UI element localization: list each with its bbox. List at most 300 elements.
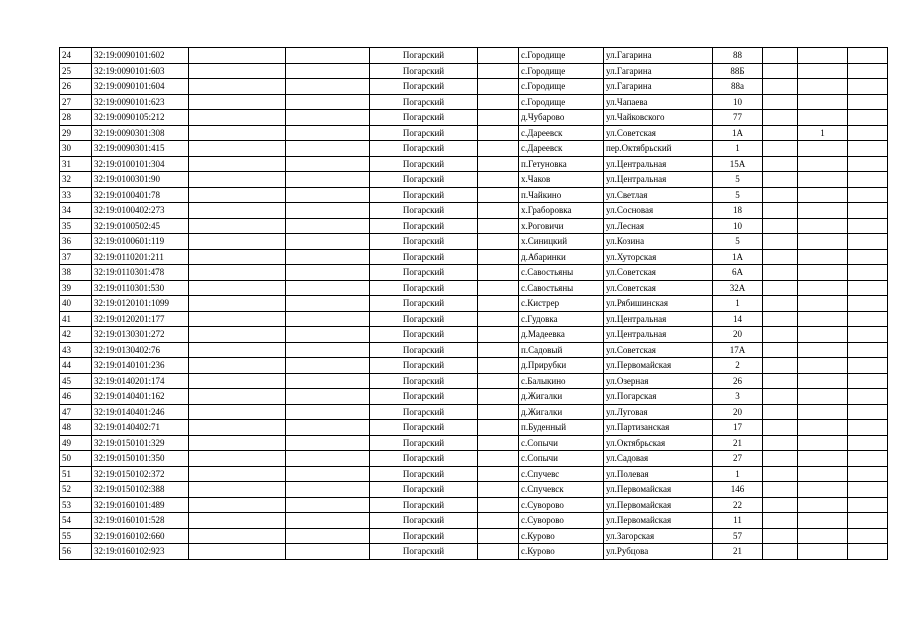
empty-cell xyxy=(286,389,370,405)
row-number-cell: 35 xyxy=(60,218,92,234)
street-cell: ул.Первомайская xyxy=(604,482,713,498)
row-number-cell: 53 xyxy=(60,497,92,513)
locality-cell: с.Гудовка xyxy=(519,311,604,327)
house-number-cell: 1А xyxy=(713,249,763,265)
empty-cell xyxy=(848,373,888,389)
empty-cell xyxy=(763,420,798,436)
empty-cell xyxy=(848,203,888,219)
house-number-cell: 14 xyxy=(713,311,763,327)
empty-cell xyxy=(286,404,370,420)
table-row xyxy=(60,311,888,327)
table-row xyxy=(60,265,888,281)
locality-cell: с.Курово xyxy=(519,544,604,560)
locality-cell: с.Городище xyxy=(519,94,604,110)
street-cell: ул.Октябрьская xyxy=(604,435,713,451)
street-cell: ул.Лесная xyxy=(604,218,713,234)
cadastral-number-cell: 32:19:0110301:530 xyxy=(92,280,189,296)
empty-cell xyxy=(478,203,519,219)
empty-cell xyxy=(848,63,888,79)
count-cell xyxy=(798,327,848,343)
empty-cell xyxy=(763,451,798,467)
count-cell xyxy=(798,156,848,172)
street-cell: ул.Первомайская xyxy=(604,497,713,513)
house-number-cell: 21 xyxy=(713,544,763,560)
locality-cell: с.Городище xyxy=(519,48,604,64)
table-row xyxy=(60,528,888,544)
empty-cell xyxy=(848,435,888,451)
house-number-cell: 146 xyxy=(713,482,763,498)
street-cell: ул.Первомайская xyxy=(604,513,713,529)
locality-cell: п.Чайкино xyxy=(519,187,604,203)
empty-cell xyxy=(286,435,370,451)
empty-cell xyxy=(189,513,286,529)
empty-cell xyxy=(848,94,888,110)
empty-cell xyxy=(478,327,519,343)
table-row xyxy=(60,203,888,219)
district-cell: Погарский xyxy=(370,249,478,265)
locality-cell: с.Кистрер xyxy=(519,296,604,312)
empty-cell xyxy=(286,110,370,126)
house-number-cell: 18 xyxy=(713,203,763,219)
row-number-cell: 55 xyxy=(60,528,92,544)
empty-cell xyxy=(763,358,798,374)
row-number-cell: 54 xyxy=(60,513,92,529)
locality-cell: с.Савостьяны xyxy=(519,280,604,296)
empty-cell xyxy=(478,296,519,312)
locality-cell: с.Сопычи xyxy=(519,451,604,467)
house-number-cell: 15А xyxy=(713,156,763,172)
row-number-cell: 29 xyxy=(60,125,92,141)
empty-cell xyxy=(286,296,370,312)
empty-cell xyxy=(478,497,519,513)
district-cell: Погарский xyxy=(370,172,478,188)
empty-cell xyxy=(763,404,798,420)
empty-cell xyxy=(189,528,286,544)
empty-cell xyxy=(189,187,286,203)
empty-cell xyxy=(763,203,798,219)
empty-cell xyxy=(189,420,286,436)
locality-cell: д.Жигалки xyxy=(519,389,604,405)
district-cell: Погарский xyxy=(370,125,478,141)
district-cell: Погарский xyxy=(370,544,478,560)
empty-cell xyxy=(848,296,888,312)
empty-cell xyxy=(189,172,286,188)
locality-cell: п.Буденный xyxy=(519,420,604,436)
district-cell: Погарский xyxy=(370,280,478,296)
empty-cell xyxy=(848,79,888,95)
empty-cell xyxy=(286,311,370,327)
district-cell: Погарский xyxy=(370,63,478,79)
district-cell: Погарский xyxy=(370,156,478,172)
empty-cell xyxy=(848,218,888,234)
cadastral-number-cell: 32:19:0090101:603 xyxy=(92,63,189,79)
empty-cell xyxy=(848,404,888,420)
cadastral-number-cell: 32:19:0100101:304 xyxy=(92,156,189,172)
house-number-cell: 10 xyxy=(713,94,763,110)
locality-cell: х.Чаков xyxy=(519,172,604,188)
count-cell xyxy=(798,280,848,296)
table-row xyxy=(60,420,888,436)
district-cell: Погарский xyxy=(370,203,478,219)
empty-cell xyxy=(286,466,370,482)
empty-cell xyxy=(763,466,798,482)
empty-cell xyxy=(286,358,370,374)
cadastral-number-cell: 32:19:0120101:1099 xyxy=(92,296,189,312)
row-number-cell: 39 xyxy=(60,280,92,296)
empty-cell xyxy=(478,528,519,544)
district-cell: Погарский xyxy=(370,482,478,498)
empty-cell xyxy=(478,265,519,281)
empty-cell xyxy=(478,358,519,374)
row-number-cell: 42 xyxy=(60,327,92,343)
cadastral-number-cell: 32:19:0110301:478 xyxy=(92,265,189,281)
locality-cell: д.Прирубки xyxy=(519,358,604,374)
row-number-cell: 40 xyxy=(60,296,92,312)
empty-cell xyxy=(286,327,370,343)
empty-cell xyxy=(286,420,370,436)
empty-cell xyxy=(848,156,888,172)
empty-cell xyxy=(763,528,798,544)
locality-cell: с.Суворово xyxy=(519,497,604,513)
district-cell: Погарский xyxy=(370,358,478,374)
cadastral-number-cell: 32:19:0110201:211 xyxy=(92,249,189,265)
empty-cell xyxy=(286,497,370,513)
cadastral-number-cell: 32:19:0100402:273 xyxy=(92,203,189,219)
locality-cell: с.Спучевск xyxy=(519,482,604,498)
table-row xyxy=(60,63,888,79)
empty-cell xyxy=(763,373,798,389)
empty-cell xyxy=(763,125,798,141)
street-cell: ул.Советская xyxy=(604,125,713,141)
cadastral-number-cell: 32:19:0140101:236 xyxy=(92,358,189,374)
table-row xyxy=(60,544,888,560)
empty-cell xyxy=(189,63,286,79)
empty-cell xyxy=(286,156,370,172)
table-row xyxy=(60,280,888,296)
empty-cell xyxy=(478,482,519,498)
table-row xyxy=(60,451,888,467)
cadastral-number-cell: 32:19:0100301:90 xyxy=(92,172,189,188)
count-cell xyxy=(798,451,848,467)
count-cell xyxy=(798,141,848,157)
empty-cell xyxy=(189,280,286,296)
locality-cell: п.Гетуновка xyxy=(519,156,604,172)
district-cell: Погарский xyxy=(370,187,478,203)
empty-cell xyxy=(478,342,519,358)
cadastral-number-cell: 32:19:0100601:119 xyxy=(92,234,189,250)
cadastral-number-cell: 32:19:0150102:372 xyxy=(92,466,189,482)
empty-cell xyxy=(478,311,519,327)
count-cell xyxy=(798,389,848,405)
house-number-cell: 1А xyxy=(713,125,763,141)
house-number-cell: 17А xyxy=(713,342,763,358)
locality-cell: д.Абаринки xyxy=(519,249,604,265)
empty-cell xyxy=(286,373,370,389)
street-cell: ул.Центральная xyxy=(604,311,713,327)
cadastral-number-cell: 32:19:0090105:212 xyxy=(92,110,189,126)
cadastral-number-cell: 32:19:0150102:388 xyxy=(92,482,189,498)
cadastral-number-cell: 32:19:0150101:350 xyxy=(92,451,189,467)
street-cell: ул.Центральная xyxy=(604,156,713,172)
empty-cell xyxy=(189,265,286,281)
empty-cell xyxy=(848,528,888,544)
locality-cell: с.Сопычи xyxy=(519,435,604,451)
empty-cell xyxy=(189,342,286,358)
empty-cell xyxy=(286,280,370,296)
table-row xyxy=(60,94,888,110)
house-number-cell: 32А xyxy=(713,280,763,296)
house-number-cell: 6А xyxy=(713,265,763,281)
house-number-cell: 5 xyxy=(713,234,763,250)
empty-cell xyxy=(763,234,798,250)
cadastral-number-cell: 32:19:0150101:329 xyxy=(92,435,189,451)
street-cell: ул.Гагарина xyxy=(604,63,713,79)
district-cell: Погарский xyxy=(370,234,478,250)
table-row xyxy=(60,141,888,157)
empty-cell xyxy=(763,218,798,234)
row-number-cell: 27 xyxy=(60,94,92,110)
locality-cell: с.Спучевс xyxy=(519,466,604,482)
empty-cell xyxy=(478,141,519,157)
street-cell: ул.Советская xyxy=(604,280,713,296)
district-cell: Погарский xyxy=(370,389,478,405)
house-number-cell: 5 xyxy=(713,187,763,203)
locality-cell: с.Дареевск xyxy=(519,141,604,157)
district-cell: Погарский xyxy=(370,327,478,343)
empty-cell xyxy=(478,389,519,405)
empty-cell xyxy=(763,435,798,451)
empty-cell xyxy=(848,249,888,265)
count-cell xyxy=(798,218,848,234)
empty-cell xyxy=(848,265,888,281)
row-number-cell: 30 xyxy=(60,141,92,157)
empty-cell xyxy=(763,48,798,64)
row-number-cell: 38 xyxy=(60,265,92,281)
street-cell: ул.Гагарина xyxy=(604,79,713,95)
district-cell: Погарский xyxy=(370,435,478,451)
street-cell: ул.Хуторская xyxy=(604,249,713,265)
empty-cell xyxy=(189,249,286,265)
street-cell: ул.Гагарина xyxy=(604,48,713,64)
district-cell: Погарский xyxy=(370,265,478,281)
empty-cell xyxy=(286,94,370,110)
empty-cell xyxy=(848,311,888,327)
street-cell: ул.Партизанская xyxy=(604,420,713,436)
empty-cell xyxy=(848,389,888,405)
empty-cell xyxy=(478,125,519,141)
street-cell: пер.Октябрьский xyxy=(604,141,713,157)
table-row xyxy=(60,48,888,64)
cadastral-number-cell: 32:19:0160101:489 xyxy=(92,497,189,513)
empty-cell xyxy=(478,172,519,188)
street-cell: ул.Козина xyxy=(604,234,713,250)
empty-cell xyxy=(848,172,888,188)
district-cell: Погарский xyxy=(370,513,478,529)
empty-cell xyxy=(478,63,519,79)
count-cell xyxy=(798,482,848,498)
locality-cell: д.Чубарово xyxy=(519,110,604,126)
empty-cell xyxy=(848,125,888,141)
empty-cell xyxy=(189,203,286,219)
cadastral-number-cell: 32:19:0090301:415 xyxy=(92,141,189,157)
count-cell: 1 xyxy=(798,125,848,141)
house-number-cell: 88Б xyxy=(713,63,763,79)
empty-cell xyxy=(286,218,370,234)
empty-cell xyxy=(189,141,286,157)
street-cell: ул.Советская xyxy=(604,265,713,281)
district-cell: Погарский xyxy=(370,420,478,436)
locality-cell: с.Городище xyxy=(519,79,604,95)
empty-cell xyxy=(848,48,888,64)
row-number-cell: 26 xyxy=(60,79,92,95)
empty-cell xyxy=(478,234,519,250)
row-number-cell: 49 xyxy=(60,435,92,451)
table-row xyxy=(60,358,888,374)
empty-cell xyxy=(763,342,798,358)
empty-cell xyxy=(189,234,286,250)
empty-cell xyxy=(848,513,888,529)
empty-cell xyxy=(478,420,519,436)
empty-cell xyxy=(286,79,370,95)
row-number-cell: 32 xyxy=(60,172,92,188)
cadastral-number-cell: 32:19:0130301:272 xyxy=(92,327,189,343)
street-cell: ул.Погарская xyxy=(604,389,713,405)
house-number-cell: 26 xyxy=(713,373,763,389)
empty-cell xyxy=(848,544,888,560)
empty-cell xyxy=(286,63,370,79)
district-cell: Погарский xyxy=(370,497,478,513)
locality-cell: с.Курово xyxy=(519,528,604,544)
empty-cell xyxy=(286,513,370,529)
locality-cell: х.Роговичи xyxy=(519,218,604,234)
district-cell: Погарский xyxy=(370,110,478,126)
row-number-cell: 44 xyxy=(60,358,92,374)
count-cell xyxy=(798,311,848,327)
street-cell: ул.Садовая xyxy=(604,451,713,467)
locality-cell: с.Суворово xyxy=(519,513,604,529)
empty-cell xyxy=(763,296,798,312)
empty-cell xyxy=(478,218,519,234)
empty-cell xyxy=(286,544,370,560)
house-number-cell: 20 xyxy=(713,404,763,420)
house-number-cell: 22 xyxy=(713,497,763,513)
district-cell: Погарский xyxy=(370,342,478,358)
empty-cell xyxy=(189,358,286,374)
locality-cell: с.Балыкино xyxy=(519,373,604,389)
street-cell: ул.Луговая xyxy=(604,404,713,420)
district-cell: Погарский xyxy=(370,48,478,64)
street-cell: ул.Чайковского xyxy=(604,110,713,126)
house-number-cell: 1 xyxy=(713,141,763,157)
empty-cell xyxy=(478,110,519,126)
cadastral-number-cell: 32:19:0090101:623 xyxy=(92,94,189,110)
street-cell: ул.Светлая xyxy=(604,187,713,203)
locality-cell: п.Садовый xyxy=(519,342,604,358)
cadastral-number-cell: 32:19:0090301:308 xyxy=(92,125,189,141)
table-row xyxy=(60,497,888,513)
cadastral-number-cell: 32:19:0090101:604 xyxy=(92,79,189,95)
district-cell: Погарский xyxy=(370,373,478,389)
cadastral-number-cell: 32:19:0120201:177 xyxy=(92,311,189,327)
empty-cell xyxy=(478,466,519,482)
count-cell xyxy=(798,544,848,560)
count-cell xyxy=(798,110,848,126)
house-number-cell: 17 xyxy=(713,420,763,436)
empty-cell xyxy=(763,513,798,529)
locality-cell: х.Граборовка xyxy=(519,203,604,219)
table-row xyxy=(60,482,888,498)
empty-cell xyxy=(189,218,286,234)
empty-cell xyxy=(286,482,370,498)
house-number-cell: 21 xyxy=(713,435,763,451)
cadastral-number-cell: 32:19:0100401:78 xyxy=(92,187,189,203)
count-cell xyxy=(798,342,848,358)
street-cell: ул.Первомайская xyxy=(604,358,713,374)
count-cell xyxy=(798,79,848,95)
count-cell xyxy=(798,513,848,529)
empty-cell xyxy=(189,404,286,420)
cadastral-number-cell: 32:19:0160101:528 xyxy=(92,513,189,529)
street-cell: ул.Рубцова xyxy=(604,544,713,560)
empty-cell xyxy=(286,172,370,188)
count-cell xyxy=(798,203,848,219)
district-cell: Погарский xyxy=(370,451,478,467)
count-cell xyxy=(798,358,848,374)
empty-cell xyxy=(848,187,888,203)
row-number-cell: 24 xyxy=(60,48,92,64)
count-cell xyxy=(798,234,848,250)
count-cell xyxy=(798,94,848,110)
locality-cell: с.Савостьяны xyxy=(519,265,604,281)
district-cell: Погарский xyxy=(370,94,478,110)
empty-cell xyxy=(189,296,286,312)
street-cell: ул.Чапаева xyxy=(604,94,713,110)
house-number-cell: 57 xyxy=(713,528,763,544)
street-cell: ул.Советская xyxy=(604,342,713,358)
locality-cell: с.Городище xyxy=(519,63,604,79)
empty-cell xyxy=(478,156,519,172)
row-number-cell: 43 xyxy=(60,342,92,358)
row-number-cell: 45 xyxy=(60,373,92,389)
count-cell xyxy=(798,528,848,544)
empty-cell xyxy=(286,234,370,250)
count-cell xyxy=(798,466,848,482)
table-row xyxy=(60,513,888,529)
property-table xyxy=(59,47,888,560)
row-number-cell: 51 xyxy=(60,466,92,482)
row-number-cell: 37 xyxy=(60,249,92,265)
empty-cell xyxy=(478,187,519,203)
locality-cell: д.Мадеевка xyxy=(519,327,604,343)
empty-cell xyxy=(478,435,519,451)
street-cell: ул.Озерная xyxy=(604,373,713,389)
empty-cell xyxy=(286,265,370,281)
empty-cell xyxy=(763,156,798,172)
empty-cell xyxy=(763,265,798,281)
table-row xyxy=(60,110,888,126)
house-number-cell: 1 xyxy=(713,466,763,482)
street-cell: ул.Центральная xyxy=(604,327,713,343)
row-number-cell: 33 xyxy=(60,187,92,203)
row-number-cell: 56 xyxy=(60,544,92,560)
row-number-cell: 25 xyxy=(60,63,92,79)
district-cell: Погарский xyxy=(370,141,478,157)
empty-cell xyxy=(848,280,888,296)
empty-cell xyxy=(189,110,286,126)
locality-cell: д.Жигалки xyxy=(519,404,604,420)
empty-cell xyxy=(848,482,888,498)
cadastral-number-cell: 32:19:0160102:923 xyxy=(92,544,189,560)
